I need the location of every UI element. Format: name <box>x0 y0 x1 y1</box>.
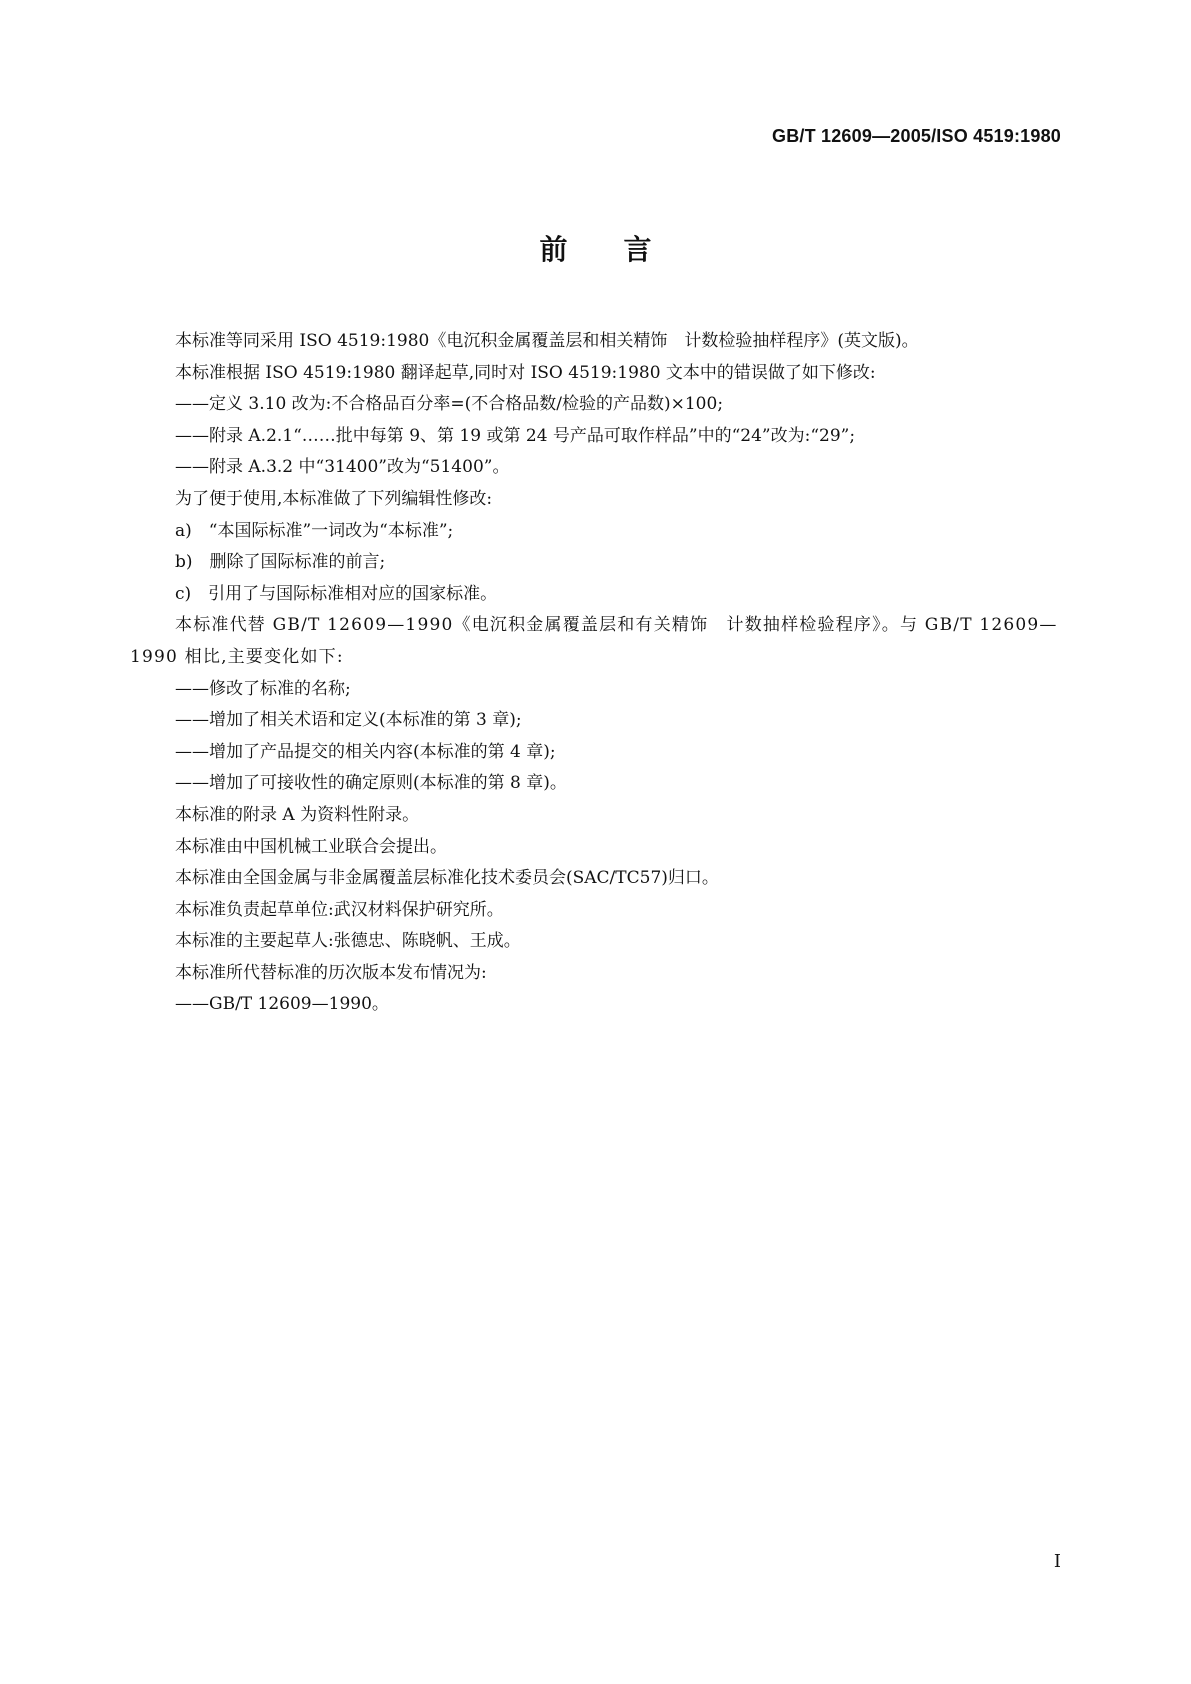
list-item: b) 删除了国际标准的前言; <box>175 552 386 573</box>
paragraph: 本标准由全国金属与非金属覆盖层标准化技术委员会(SAC/TC57)归口。 <box>175 868 719 889</box>
list-item: ——附录 A.3.2 中“31400”改为“51400”。 <box>175 457 510 478</box>
page-title: 前言 <box>539 233 708 266</box>
list-item: ——附录 A.2.1“……批中每第 9、第 19 或第 24 号产品可取作样品”中的“24”改为:“29”; <box>175 425 856 446</box>
paragraph: 本标准的附录 A 为资料性附录。 <box>175 804 420 825</box>
list-item: ——修改了标准的名称; <box>175 678 351 699</box>
page-number: I <box>1053 1551 1061 1572</box>
paragraph: 本标准代替 GB/T 12609—1990《电沉积金属覆盖层和有关精饰 计数抽样检验程序》。与 GB/T 12609—1990 相比,主要变化如下: <box>130 615 1058 667</box>
list-item: ——GB/T 12609—1990。 <box>175 994 389 1015</box>
list-item: ——增加了可接收性的确定原则(本标准的第 8 章)。 <box>175 773 567 794</box>
paragraph: 本标准所代替标准的历次版本发布情况为: <box>175 962 487 983</box>
paragraph: 本标准等同采用 ISO 4519:1980《电沉积金属覆盖层和相关精饰 计数检验抽样程序》(英文版)。 <box>175 331 919 351</box>
foreword-body <box>130 326 1060 1021</box>
paragraph: 为了便于使用,本标准做了下列编辑性修改: <box>175 488 493 509</box>
paragraph: 本标准负责起草单位:武汉材料保护研究所。 <box>175 899 504 920</box>
list-item: ——定义 3.10 改为:不合格品百分率=(不合格品数/检验的产品数)×100; <box>175 394 724 415</box>
paragraph: 本标准由中国机械工业联合会提出。 <box>175 836 447 857</box>
paragraph: 本标准根据 ISO 4519:1980 翻译起草,同时对 ISO 4519:1980 文本中的错误做了如下修改: <box>175 362 876 383</box>
list-item: c) 引用了与国际标准相对应的国家标准。 <box>175 583 498 604</box>
list-item: ——增加了产品提交的相关内容(本标准的第 4 章); <box>175 741 556 762</box>
list-item: ——增加了相关术语和定义(本标准的第 3 章); <box>175 710 522 731</box>
list-item: a) “本国际标准”一词改为“本标准”; <box>175 520 454 541</box>
standard-code: GB/T 12609—2005/ISO 4519:1980 <box>772 126 1061 146</box>
paragraph: 本标准的主要起草人:张德忠、陈晓帆、王成。 <box>175 931 521 952</box>
